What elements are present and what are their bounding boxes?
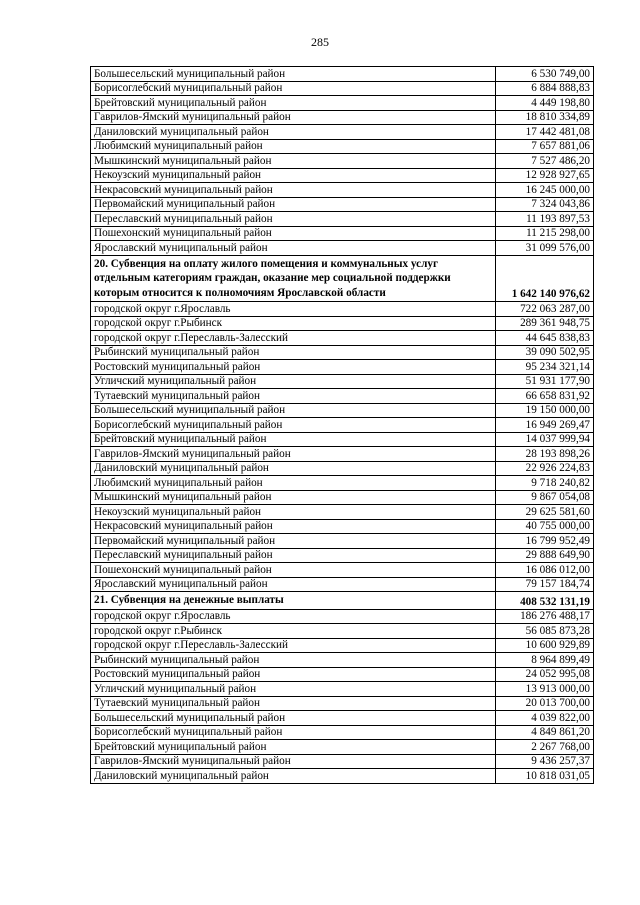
amount-cell: 51 931 177,90 xyxy=(496,374,594,389)
municipality-name: Некоузский муниципальный район xyxy=(91,505,496,520)
table-row xyxy=(91,316,594,331)
municipality-name: Большесельский муниципальный район xyxy=(91,711,496,726)
municipality-name: Гаврилов-Ямский муниципальный район xyxy=(91,754,496,769)
table-row xyxy=(91,577,594,592)
municipality-name: Большесельский муниципальный район xyxy=(91,67,496,82)
municipality-name: Некрасовский муниципальный район xyxy=(91,519,496,534)
table-row xyxy=(91,505,594,520)
amount-cell: 4 849 861,20 xyxy=(496,725,594,740)
amount-cell: 79 157 184,74 xyxy=(496,577,594,592)
municipality-name: Брейтовский муниципальный район xyxy=(91,432,496,447)
section-row xyxy=(91,255,594,302)
section-total: 408 532 131,19 xyxy=(496,592,594,610)
table-row xyxy=(91,609,594,624)
table-row xyxy=(91,447,594,462)
amount-cell: 6 530 749,00 xyxy=(496,67,594,82)
amount-cell: 11 215 298,00 xyxy=(496,226,594,241)
municipality-name: Брейтовский муниципальный район xyxy=(91,740,496,755)
amount-cell: 16 086 012,00 xyxy=(496,563,594,578)
table-row xyxy=(91,711,594,726)
municipality-name: Тутаевский муниципальный район xyxy=(91,389,496,404)
amount-cell: 8 964 899,49 xyxy=(496,653,594,668)
municipality-name: Угличский муниципальный район xyxy=(91,682,496,697)
amount-cell: 95 234 321,14 xyxy=(496,360,594,375)
municipality-name: Гаврилов-Ямский муниципальный район xyxy=(91,110,496,125)
amount-cell: 12 928 927,65 xyxy=(496,168,594,183)
table-row xyxy=(91,476,594,491)
municipality-name: городской округ г.Рыбинск xyxy=(91,316,496,331)
amount-cell: 7 657 881,06 xyxy=(496,139,594,154)
municipality-name: Некоузский муниципальный район xyxy=(91,168,496,183)
amount-cell: 4 449 198,80 xyxy=(496,96,594,111)
table-row xyxy=(91,682,594,697)
municipality-name: Большесельский муниципальный район xyxy=(91,403,496,418)
municipality-name: городской округ г.Ярославль xyxy=(91,609,496,624)
table-row xyxy=(91,548,594,563)
municipality-name: Ростовский муниципальный район xyxy=(91,667,496,682)
amount-cell: 7 324 043,86 xyxy=(496,197,594,212)
municipality-name: Даниловский муниципальный район xyxy=(91,769,496,784)
amount-cell: 29 625 581,60 xyxy=(496,505,594,520)
municipality-name: Борисоглебский муниципальный район xyxy=(91,81,496,96)
amount-cell: 22 926 224,83 xyxy=(496,461,594,476)
table-row xyxy=(91,740,594,755)
table-row xyxy=(91,226,594,241)
amount-cell: 7 527 486,20 xyxy=(496,154,594,169)
table-row xyxy=(91,418,594,433)
municipality-name: Пошехонский муниципальный район xyxy=(91,563,496,578)
amount-cell: 16 799 952,49 xyxy=(496,534,594,549)
table-row xyxy=(91,212,594,227)
municipality-name: Мышкинский муниципальный район xyxy=(91,490,496,505)
table-body xyxy=(91,67,594,784)
amount-cell: 40 755 000,00 xyxy=(496,519,594,534)
municipality-name: Даниловский муниципальный район xyxy=(91,125,496,140)
amount-cell: 6 884 888,83 xyxy=(496,81,594,96)
table-row xyxy=(91,403,594,418)
municipality-name: Тутаевский муниципальный район xyxy=(91,696,496,711)
table-row xyxy=(91,154,594,169)
municipality-name: городской округ г.Рыбинск xyxy=(91,624,496,639)
table-row xyxy=(91,725,594,740)
amount-cell: 9 436 257,37 xyxy=(496,754,594,769)
amount-cell: 14 037 999,94 xyxy=(496,432,594,447)
municipality-name: городской округ г.Переславль-Залесский xyxy=(91,331,496,346)
table-row xyxy=(91,624,594,639)
page-number: 285 xyxy=(311,35,329,49)
municipality-name: городской округ г.Переславль-Залесский xyxy=(91,638,496,653)
amount-cell: 11 193 897,53 xyxy=(496,212,594,227)
table-row xyxy=(91,183,594,198)
municipality-name: Даниловский муниципальный район xyxy=(91,461,496,476)
amount-cell: 186 276 488,17 xyxy=(496,609,594,624)
table-row xyxy=(91,125,594,140)
amount-cell: 17 442 481,08 xyxy=(496,125,594,140)
municipality-name: Первомайский муниципальный район xyxy=(91,197,496,212)
section-title: 21. Субвенция на денежные выплаты xyxy=(91,592,496,610)
amount-cell: 9 867 054,08 xyxy=(496,490,594,505)
table-row xyxy=(91,139,594,154)
amount-cell: 10 818 031,05 xyxy=(496,769,594,784)
table-row xyxy=(91,769,594,784)
table-row xyxy=(91,374,594,389)
table-row xyxy=(91,331,594,346)
municipality-name: Брейтовский муниципальный район xyxy=(91,96,496,111)
municipality-name: Пошехонский муниципальный район xyxy=(91,226,496,241)
municipality-name: Гаврилов-Ямский муниципальный район xyxy=(91,447,496,462)
section-title: 20. Субвенция на оплату жилого помещения и коммунальных услуг отдельным категориям граждан, оказание мер социальной поддержки которым относится к полномочиям Ярославской области xyxy=(91,255,496,302)
amount-cell: 16 949 269,47 xyxy=(496,418,594,433)
table-row xyxy=(91,563,594,578)
municipality-name: Мышкинский муниципальный район xyxy=(91,154,496,169)
amount-cell: 19 150 000,00 xyxy=(496,403,594,418)
amount-cell: 10 600 929,89 xyxy=(496,638,594,653)
municipality-name: Переславский муниципальный район xyxy=(91,548,496,563)
table-row xyxy=(91,241,594,256)
amount-cell: 289 361 948,75 xyxy=(496,316,594,331)
table-row xyxy=(91,653,594,668)
table-row xyxy=(91,389,594,404)
table-row xyxy=(91,638,594,653)
municipality-name: Ярославский муниципальный район xyxy=(91,241,496,256)
municipality-name: Переславский муниципальный район xyxy=(91,212,496,227)
amount-cell: 31 099 576,00 xyxy=(496,241,594,256)
amount-cell: 4 039 822,00 xyxy=(496,711,594,726)
table-row xyxy=(91,534,594,549)
table-row xyxy=(91,360,594,375)
amount-cell: 722 063 287,00 xyxy=(496,302,594,317)
amount-cell: 13 913 000,00 xyxy=(496,682,594,697)
amount-cell: 18 810 334,89 xyxy=(496,110,594,125)
municipality-name: Борисоглебский муниципальный район xyxy=(91,725,496,740)
amount-cell: 24 052 995,08 xyxy=(496,667,594,682)
municipality-name: Любимский муниципальный район xyxy=(91,139,496,154)
amount-cell: 28 193 898,26 xyxy=(496,447,594,462)
table-row xyxy=(91,754,594,769)
amount-cell: 56 085 873,28 xyxy=(496,624,594,639)
table-row xyxy=(91,96,594,111)
table-row xyxy=(91,345,594,360)
table-row xyxy=(91,432,594,447)
table-row xyxy=(91,302,594,317)
table-row xyxy=(91,81,594,96)
amount-cell: 2 267 768,00 xyxy=(496,740,594,755)
table-row xyxy=(91,110,594,125)
table-row xyxy=(91,67,594,82)
table-row xyxy=(91,490,594,505)
amount-cell: 44 645 838,83 xyxy=(496,331,594,346)
table-row xyxy=(91,519,594,534)
municipality-name: Первомайский муниципальный район xyxy=(91,534,496,549)
amount-cell: 29 888 649,90 xyxy=(496,548,594,563)
subvention-table xyxy=(90,66,594,784)
amount-cell: 20 013 700,00 xyxy=(496,696,594,711)
table-row xyxy=(91,696,594,711)
municipality-name: Рыбинский муниципальный район xyxy=(91,653,496,668)
municipality-name: Ярославский муниципальный район xyxy=(91,577,496,592)
amount-cell: 39 090 502,95 xyxy=(496,345,594,360)
table-row xyxy=(91,197,594,212)
municipality-name: Ростовский муниципальный район xyxy=(91,360,496,375)
amount-cell: 66 658 831,92 xyxy=(496,389,594,404)
section-total: 1 642 140 976,62 xyxy=(496,255,594,302)
municipality-name: Угличский муниципальный район xyxy=(91,374,496,389)
municipality-name: Борисоглебский муниципальный район xyxy=(91,418,496,433)
table-row xyxy=(91,461,594,476)
table-row xyxy=(91,168,594,183)
municipality-name: городской округ г.Ярославль xyxy=(91,302,496,317)
municipality-name: Любимский муниципальный район xyxy=(91,476,496,491)
amount-cell: 16 245 000,00 xyxy=(496,183,594,198)
municipality-name: Некрасовский муниципальный район xyxy=(91,183,496,198)
section-row xyxy=(91,592,594,610)
table-row xyxy=(91,667,594,682)
amount-cell: 9 718 240,82 xyxy=(496,476,594,491)
municipality-name: Рыбинский муниципальный район xyxy=(91,345,496,360)
